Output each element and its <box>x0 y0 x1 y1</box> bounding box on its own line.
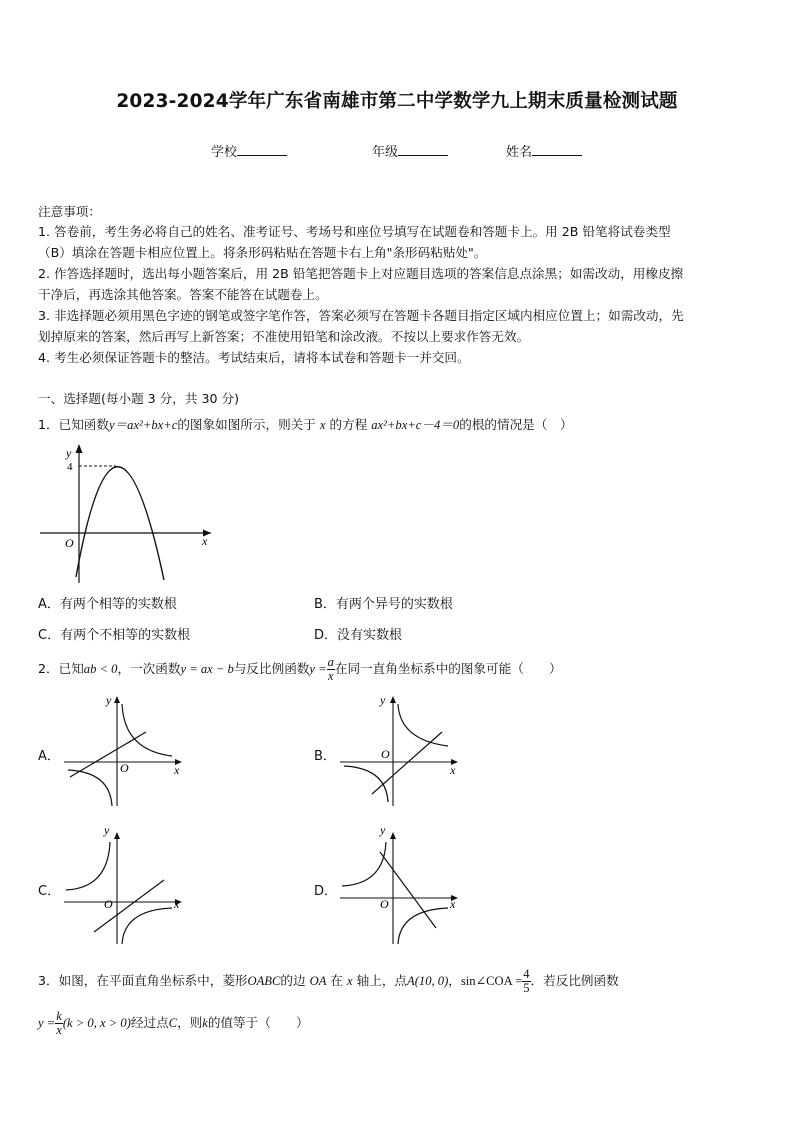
grade-field <box>372 141 448 160</box>
q3-point-a: A(10, 0) <box>407 974 449 988</box>
name-field <box>506 141 582 160</box>
q2-text: 与反比例函数 <box>233 661 310 676</box>
q1-function: y＝ax²+bx+c <box>108 418 178 432</box>
q3-axis: x <box>347 974 353 988</box>
q3-number: 3．如图，在平面直角坐标系中，菱形 <box>38 973 248 988</box>
q3-condition: (k > 0, x > 0) <box>62 1016 131 1030</box>
q1-option-c[interactable]: C．有两个不相等的实数根 <box>38 628 191 643</box>
q2-inverse-fraction <box>327 656 335 683</box>
hyperbola-branch-1 <box>342 842 386 886</box>
q2-condition: ab < 0 <box>83 662 118 676</box>
linear-function-line <box>380 852 436 928</box>
x-axis-label: x <box>450 763 456 777</box>
origin-label: O <box>381 747 390 761</box>
name-label: 姓名 <box>506 145 533 160</box>
q3-inverse-lhs: y = <box>38 1016 56 1030</box>
notice-line: 4. 考生必须保证答题卡的整洁。考试结束后，请将本试卷和答题卡一并交回。 <box>38 350 470 365</box>
origin-label: O <box>120 761 129 775</box>
hyperbola-branch-1 <box>122 704 172 756</box>
q2-text: 在同一直角坐标系中的图象可能（ ） <box>334 661 562 676</box>
hyperbola-branch-2 <box>398 908 448 944</box>
x-axis-label: x <box>174 897 180 911</box>
q1-option-a[interactable]: A．有两个相等的实数根 <box>38 597 177 612</box>
x-axis-label: x <box>202 534 208 548</box>
fraction-denominator: x <box>56 1023 62 1037</box>
school-label: 学校 <box>211 145 238 160</box>
q1-text: 的图象如图所示，则关于 <box>177 417 316 432</box>
q3-text: ，则 <box>177 1015 203 1030</box>
q3-inverse-fraction <box>55 1010 63 1037</box>
x-axis-label: x <box>450 897 456 911</box>
grade-label: 年级 <box>372 145 399 160</box>
q2-option-a-label[interactable]: A． <box>38 749 60 764</box>
question-1-stem <box>38 414 573 436</box>
y-axis-arrow <box>76 444 83 453</box>
y-axis-arrow <box>390 696 396 703</box>
fraction-numerator: a <box>327 655 334 669</box>
hyperbola-branch-2 <box>122 908 172 944</box>
question-2-stem <box>38 655 562 683</box>
fraction-numerator: k <box>56 1009 62 1023</box>
q1-text: 的根的情况是（ ） <box>459 417 573 432</box>
peak-value-label: 4 <box>67 461 73 473</box>
notice-line: 干净后，再选涂其他答案。答案不能答在试题卷上。 <box>38 287 328 302</box>
q3-text: 在 <box>330 973 344 988</box>
hyperbola-branch-1 <box>398 704 448 746</box>
y-axis-arrow <box>114 696 120 703</box>
hyperbola-branch-1 <box>66 842 110 890</box>
x-axis-label: x <box>174 763 180 777</box>
q3-sep: ， <box>448 973 461 988</box>
notice-line: 1. 答卷前，考生务必将自己的姓名、准考证号、考场号和座位号填写在试题卷和答题卡上。用 2B 铅笔将试卷类型 <box>38 224 671 239</box>
q1-text: 的方程 <box>329 417 368 432</box>
q2-option-c-graph[interactable] <box>60 824 190 946</box>
parabola-curve <box>76 467 164 580</box>
notice-line: （B）填涂在答题卡相应位置上。将条形码粘贴在答题卡右上角"条形码粘贴处"。 <box>38 245 487 260</box>
page-title: 2023-2024学年广东省南雄市第二中学数学九上期末质量检测试题 <box>116 91 678 112</box>
fraction-numerator: 4 <box>523 967 530 981</box>
school-blank <box>237 142 287 156</box>
notice-line: 2. 作答选择题时，选出每小题答案后，用 2B 铅笔把答题卡上对应题目选项的答案信息点涂黑；如需改动，用橡皮擦 <box>38 266 684 281</box>
q3-sine-fraction <box>522 968 530 995</box>
q1-number: 1．已知函数 <box>38 417 109 432</box>
grade-blank <box>398 142 448 156</box>
notice-line: 划掉原来的答案，然后再写上新答案；不准使用铅笔和涂改液。不按以上要求作答无效。 <box>38 329 530 344</box>
q3-shape: OABC <box>247 974 281 988</box>
q2-option-d-label[interactable]: D． <box>314 884 338 899</box>
q3-text: 轴上，点 <box>356 973 408 988</box>
q2-option-d-graph[interactable] <box>336 824 466 946</box>
q1-option-b[interactable]: B．有两个异号的实数根 <box>314 597 453 612</box>
q3-side: OA <box>309 974 327 988</box>
q1-option-d[interactable]: D．没有实数根 <box>314 628 403 643</box>
y-axis-label: y <box>106 693 112 707</box>
q2-option-c-label[interactable]: C． <box>38 884 61 899</box>
q3-k: k <box>202 1016 208 1030</box>
fraction-denominator: 5 <box>523 981 530 995</box>
q1-equation: ax²+bx+c－4＝0 <box>371 418 460 432</box>
q2-linear: y = ax − b <box>180 662 234 676</box>
school-field <box>211 141 287 160</box>
linear-function-line <box>70 732 146 777</box>
y-axis-label: y <box>380 824 386 837</box>
question-3-stem <box>38 966 619 996</box>
q1-var: x <box>319 418 326 432</box>
section-heading: 一、选择题(每小题 3 分，共 30 分) <box>38 391 240 406</box>
linear-function-line <box>372 732 442 794</box>
y-axis-arrow <box>114 832 120 839</box>
q2-text: ，一次函数 <box>117 661 181 676</box>
origin-label: O <box>104 897 113 911</box>
q3-text: 的边 <box>280 973 306 988</box>
q2-inverse-lhs: y = <box>309 662 327 676</box>
q2-option-a-graph[interactable] <box>60 690 190 810</box>
q3-text: 经过点 <box>130 1015 169 1030</box>
notice-line: 3. 非选择题必须用黑色字迹的钢笔或签字笔作答，答案必须写在答题卡各题目指定区域内相应位置上；如需改动，先 <box>38 308 684 323</box>
q2-option-b-graph[interactable] <box>336 690 466 810</box>
fraction-denominator: x <box>327 669 334 683</box>
q3-text: ．若反比例函数 <box>530 973 619 988</box>
y-axis-arrow <box>390 832 396 839</box>
y-axis-label: y <box>104 824 110 837</box>
q3-point-c: C <box>168 1016 178 1030</box>
origin-label: O <box>380 897 389 911</box>
q1-parabola-graph <box>36 440 216 585</box>
y-axis-label: y <box>380 693 386 707</box>
hyperbola-branch-2 <box>68 770 112 806</box>
q3-sine: sin∠COA = <box>460 974 523 988</box>
origin-label: O <box>65 536 74 550</box>
notice-heading: 注意事项： <box>38 204 101 219</box>
y-axis-label: y <box>66 446 72 460</box>
hyperbola-branch-2 <box>344 766 388 802</box>
q2-option-b-label[interactable]: B． <box>314 749 336 764</box>
q3-text: 的值等于（ ） <box>207 1015 309 1030</box>
name-blank <box>532 142 582 156</box>
question-3-stem-line-2 <box>38 1008 309 1038</box>
q2-number: 2．已知 <box>38 661 84 676</box>
